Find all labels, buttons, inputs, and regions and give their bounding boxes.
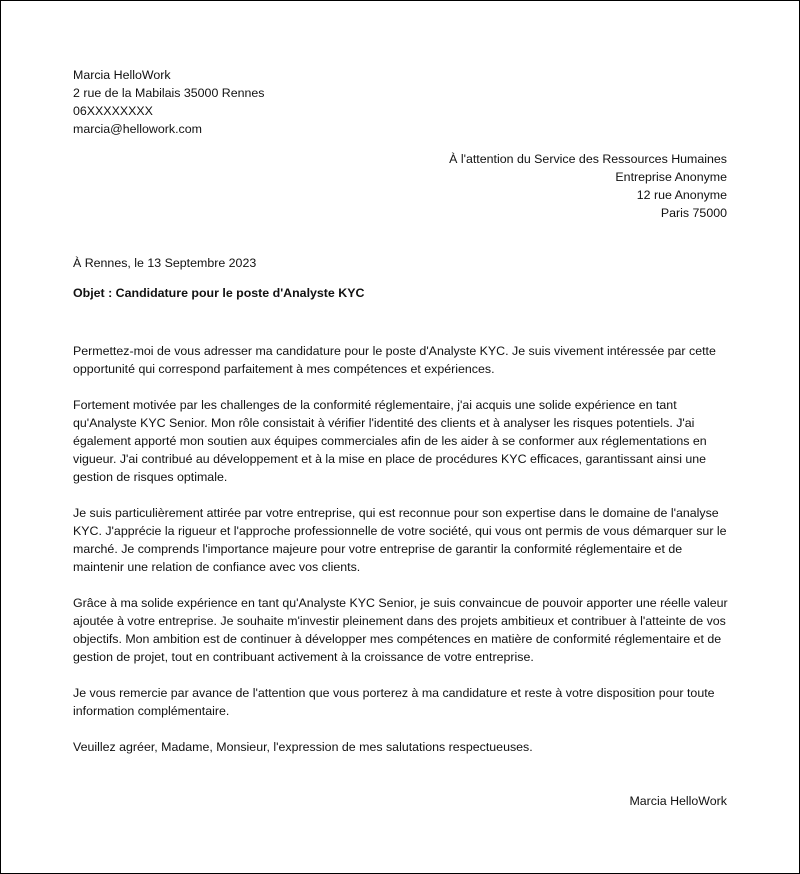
sender-email: marcia@hellowork.com <box>73 122 202 136</box>
paragraph-closing: Veuillez agréer, Madame, Monsieur, l'expression de mes salutations respectueuses. <box>73 740 533 754</box>
sender-address: 2 rue de la Mabilais 35000 Rennes <box>73 86 265 100</box>
sender-name: Marcia HelloWork <box>73 68 171 82</box>
letter-date: À Rennes, le 13 Septembre 2023 <box>73 256 257 270</box>
signature: Marcia HelloWork <box>629 794 727 808</box>
sender-phone: 06XXXXXXXX <box>73 104 153 118</box>
recipient-company: Entreprise Anonyme <box>615 170 727 184</box>
recipient-block <box>449 150 727 222</box>
paragraph-experience: Fortement motivée par les challenges de la conformité réglementaire, j'ai acquis une solide expérience en tant qu'Analyste KYC Senior. Mon rôle consistait à vérifier l'identité des clients et à analyser les risques potentiels. J'ai également apporté mon soutien aux équipes commerciales afin de les aider à se conformer aux réglementations en vigueur. J'ai contribué au développement et à la mise en place de procédures KYC efficaces, garantissant ainsi une gestion de risques optimale. <box>73 398 707 484</box>
recipient-attention: À l'attention du Service des Ressources Humaines <box>449 152 727 166</box>
paragraph-added-value: Grâce à ma solide expérience en tant qu'Analyste KYC Senior, je suis convaincue de pouvoir apporter une réelle valeur ajoutée à votre entreprise. Je souhaite m'investir pleinement dans des projets ambitieux et contribuer à l'atteinte de vos objectifs. Mon ambition est de continuer à développer mes compétences en matière de conformité réglementaire et de gestion de projet, tout en contribuant activement à la croissance de votre entreprise. <box>73 596 728 664</box>
paragraph-intro: Permettez-moi de vous adresser ma candidature pour le poste d'Analyste KYC. Je suis vivement intéressée par cette opportunité qui correspond parfaitement à mes compétences et expériences. <box>73 344 716 376</box>
sender-block <box>73 66 265 138</box>
letter-body <box>73 342 733 774</box>
paragraph-thanks: Je vous remercie par avance de l'attention que vous porterez à ma candidature et reste à votre disposition pour toute information complémentaire. <box>73 686 715 718</box>
recipient-city: Paris 75000 <box>660 206 727 220</box>
recipient-street: 12 rue Anonyme <box>636 188 727 202</box>
paragraph-company-interest: Je suis particulièrement attirée par votre entreprise, qui est reconnue pour son expertise dans le domaine de l'analyse KYC. J'apprécie la rigueur et l'approche professionnelle de votre société, qui vous ont permis de vous démarquer sur le marché. Je comprends l'importance majeure pour votre entreprise de garantir la conformité réglementaire et de maintenir une relation de confiance avec vos clients. <box>73 506 727 574</box>
letter-subject: Objet : Candidature pour le poste d'Analyste KYC <box>73 286 365 300</box>
